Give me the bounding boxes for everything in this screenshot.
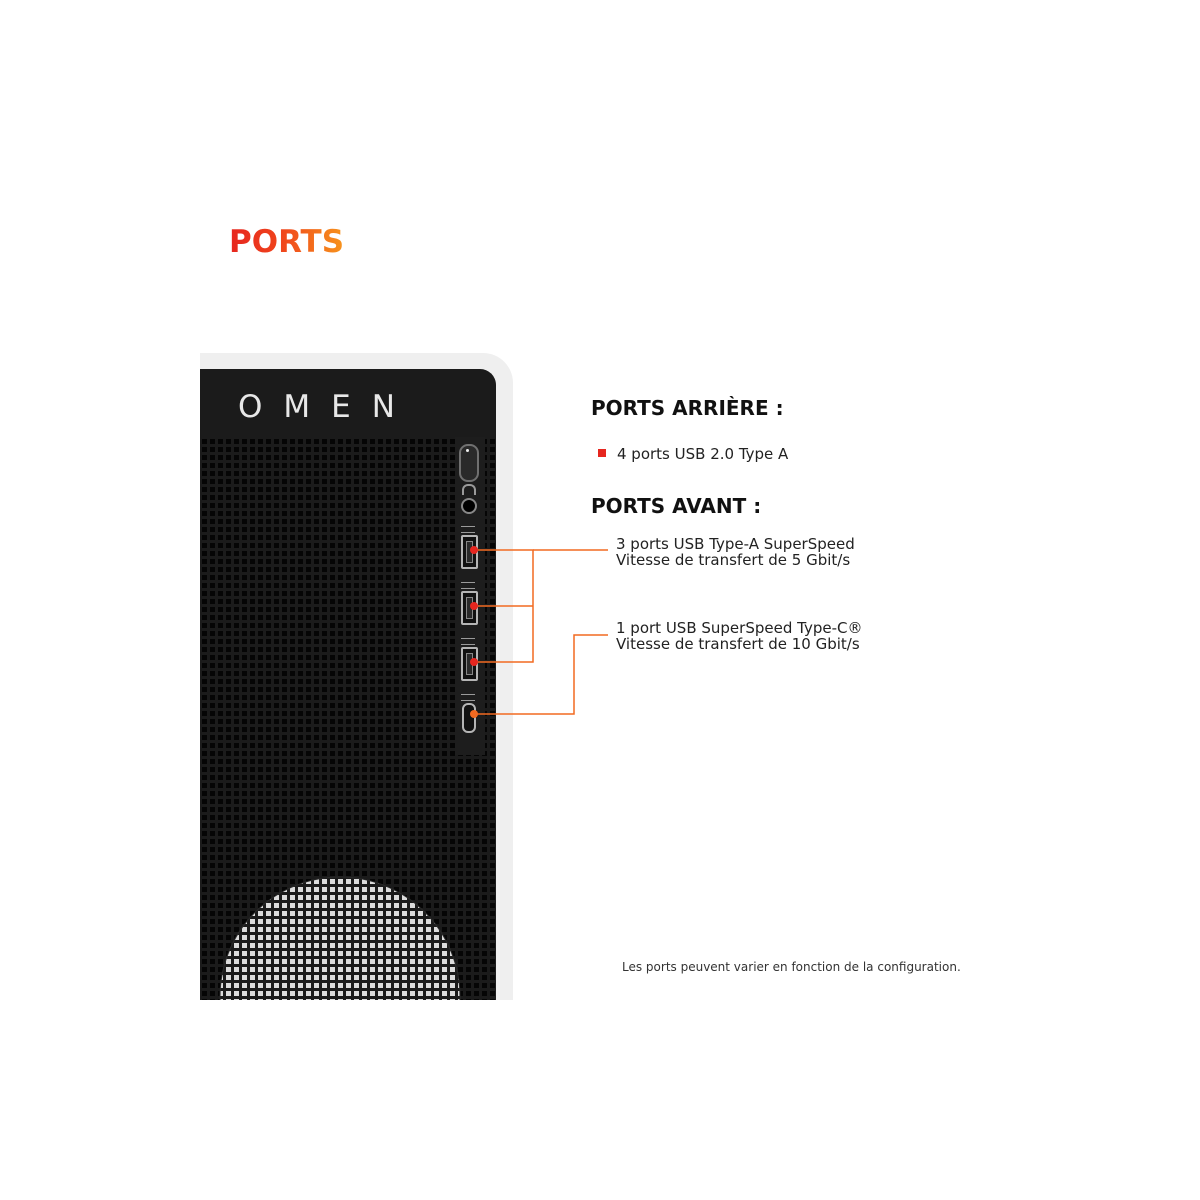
omen-logo: OMEN (238, 389, 416, 425)
callout-usb-a-title: 3 ports USB Type-A SuperSpeed (616, 535, 855, 553)
callout-dot (470, 602, 478, 610)
callout-dot (470, 710, 478, 718)
rear-port-item: 4 ports USB 2.0 Type A (617, 445, 789, 463)
callout-usb-c-speed: Vitesse de transfert de 10 Gbit/s (616, 635, 860, 653)
rear-ports-heading: PORTS ARRIÈRE : (591, 396, 784, 420)
callout-dot (470, 658, 478, 666)
callout-usb-a-speed: Vitesse de transfert de 5 Gbit/s (616, 551, 851, 569)
footnote: Les ports peuvent varier en fonction de la configuration. (622, 960, 961, 974)
callout-usb-c-title: 1 port USB SuperSpeed Type-C® (616, 619, 863, 637)
callout-dot (470, 546, 478, 554)
page-title: PORTS (229, 224, 345, 260)
bullet-icon (598, 449, 606, 457)
front-ports-heading: PORTS AVANT : (591, 494, 762, 518)
